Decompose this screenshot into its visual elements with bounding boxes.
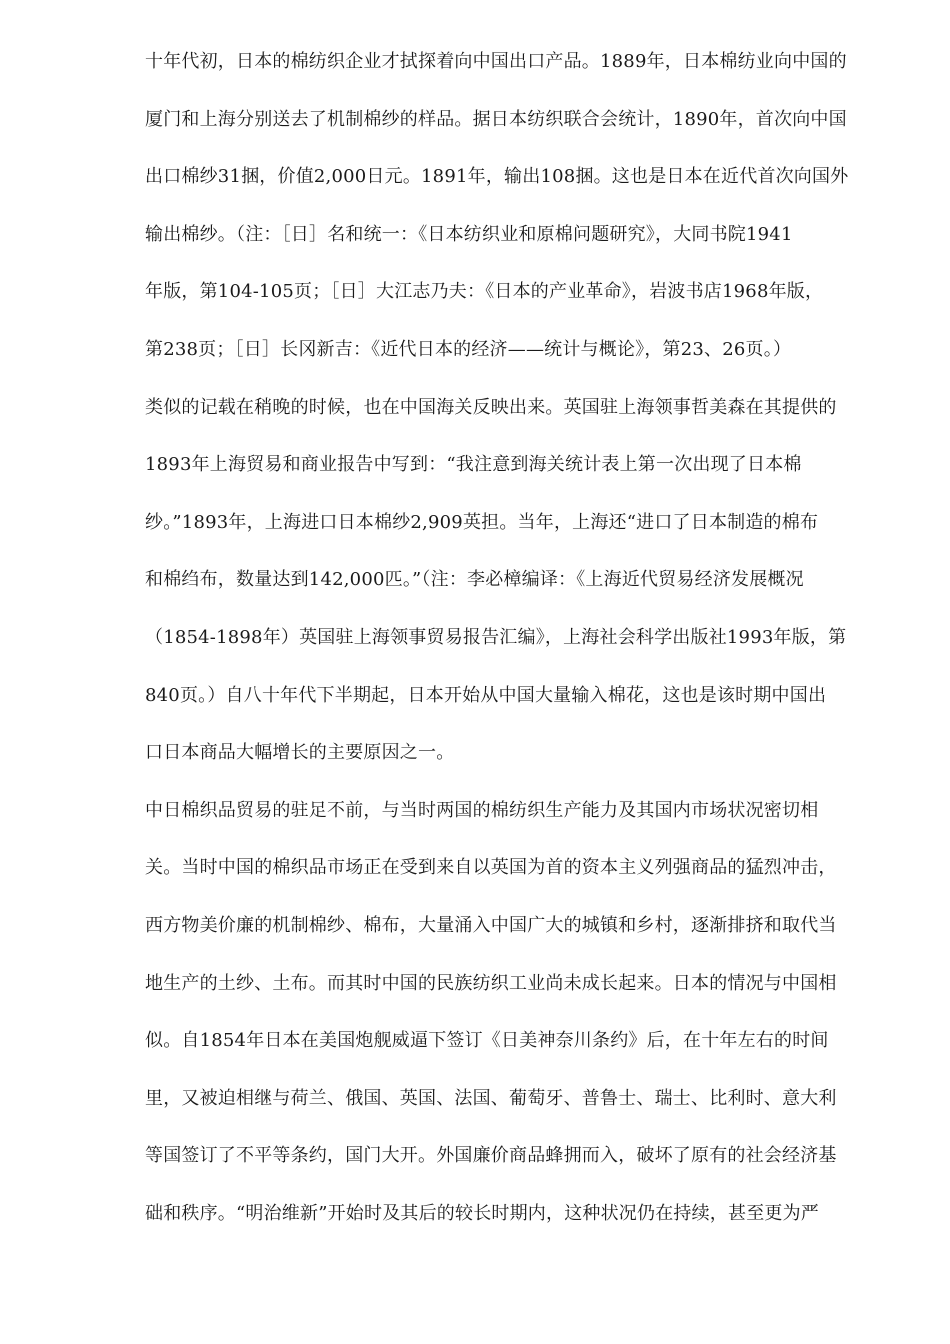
text-line: 似。自1854年日本在美国炮舰威逼下签订《日美神奈川条约》后，在十年左右的时间	[145, 1030, 829, 1052]
text-line: 和棉绉布，数量达到142,000匹。”（注：李必樟编译：《上海近代贸易经济发展概况	[145, 569, 804, 591]
text-line: 1893年上海贸易和商业报告中写到：“我注意到海关统计表上第一次出现了日本棉	[145, 454, 802, 476]
text-line: 年版，第104-105页；［日］大江志乃夫：《日本的产业革命》，岩波书店1968年版，	[145, 281, 824, 303]
body-text	[145, 44, 875, 1253]
text-line: 纱。”1893年，上海进口日本棉纱2,909英担。当年，上海还“进口了日本制造的棉布	[145, 511, 819, 533]
text-line: 口日本商品大幅增长的主要原因之一。	[145, 742, 455, 764]
text-line: 输出棉纱。（注：［日］名和统一：《日本纺织业和原棉问题研究》，大同书院1941	[145, 223, 793, 245]
text-line: 地生产的土纱、土布。而其时中国的民族纺织工业尚未成长起来。日本的情况与中国相	[145, 972, 837, 994]
text-line: 840页。）自八十年代下半期起，日本开始从中国大量输入棉花，这也是该时期中国出	[145, 684, 827, 706]
text-line: 十年代初，日本的棉纺织企业才拭探着向中国出口产品。1889年，日本棉纺业向中国的	[145, 51, 847, 72]
text-line: 第238页；［日］长冈新吉：《近代日本的经济——统计与概论》，第23、26页。）	[145, 338, 792, 360]
text-line: 西方物美价廉的机制棉纱、棉布，大量涌入中国广大的城镇和乡村，逐渐排挤和取代当	[145, 914, 837, 936]
text-line: 关。当时中国的棉织品市场正在受到来自以英国为首的资本主义列强商品的猛烈冲击，	[145, 857, 837, 879]
text-line: （1854-1898年）英国驻上海领事贸易报告汇编》，上海社会科学出版社1993年版，第	[145, 626, 847, 648]
text-line: 出口棉纱31捆，价值2,000日元。1891年，输出108捆。这也是日本在近代首次向国外	[145, 166, 849, 188]
text-line: 类似的记载在稍晚的时候，也在中国海关反映出来。英国驻上海领事哲美森在其提供的	[145, 396, 837, 418]
text-line: 厦门和上海分别送去了机制棉纱的样品。据日本纺织联合会统计，1890年，首次向中国	[145, 108, 847, 130]
text-line: 里，又被迫相继与荷兰、俄国、英国、法国、葡萄牙、普鲁士、瑞士、比利时、意大利	[145, 1087, 837, 1109]
text-line: 等国签订了不平等条约，国门大开。外国廉价商品蜂拥而入，破坏了原有的社会经济基	[145, 1145, 837, 1167]
text-line: 中日棉织品贸易的驻足不前，与当时两国的棉纺织生产能力及其国内市场状况密切相	[145, 799, 819, 821]
text-line: 础和秩序。“明治维新”开始时及其后的较长时期内，这种状况仍在持续，甚至更为严	[145, 1202, 820, 1224]
